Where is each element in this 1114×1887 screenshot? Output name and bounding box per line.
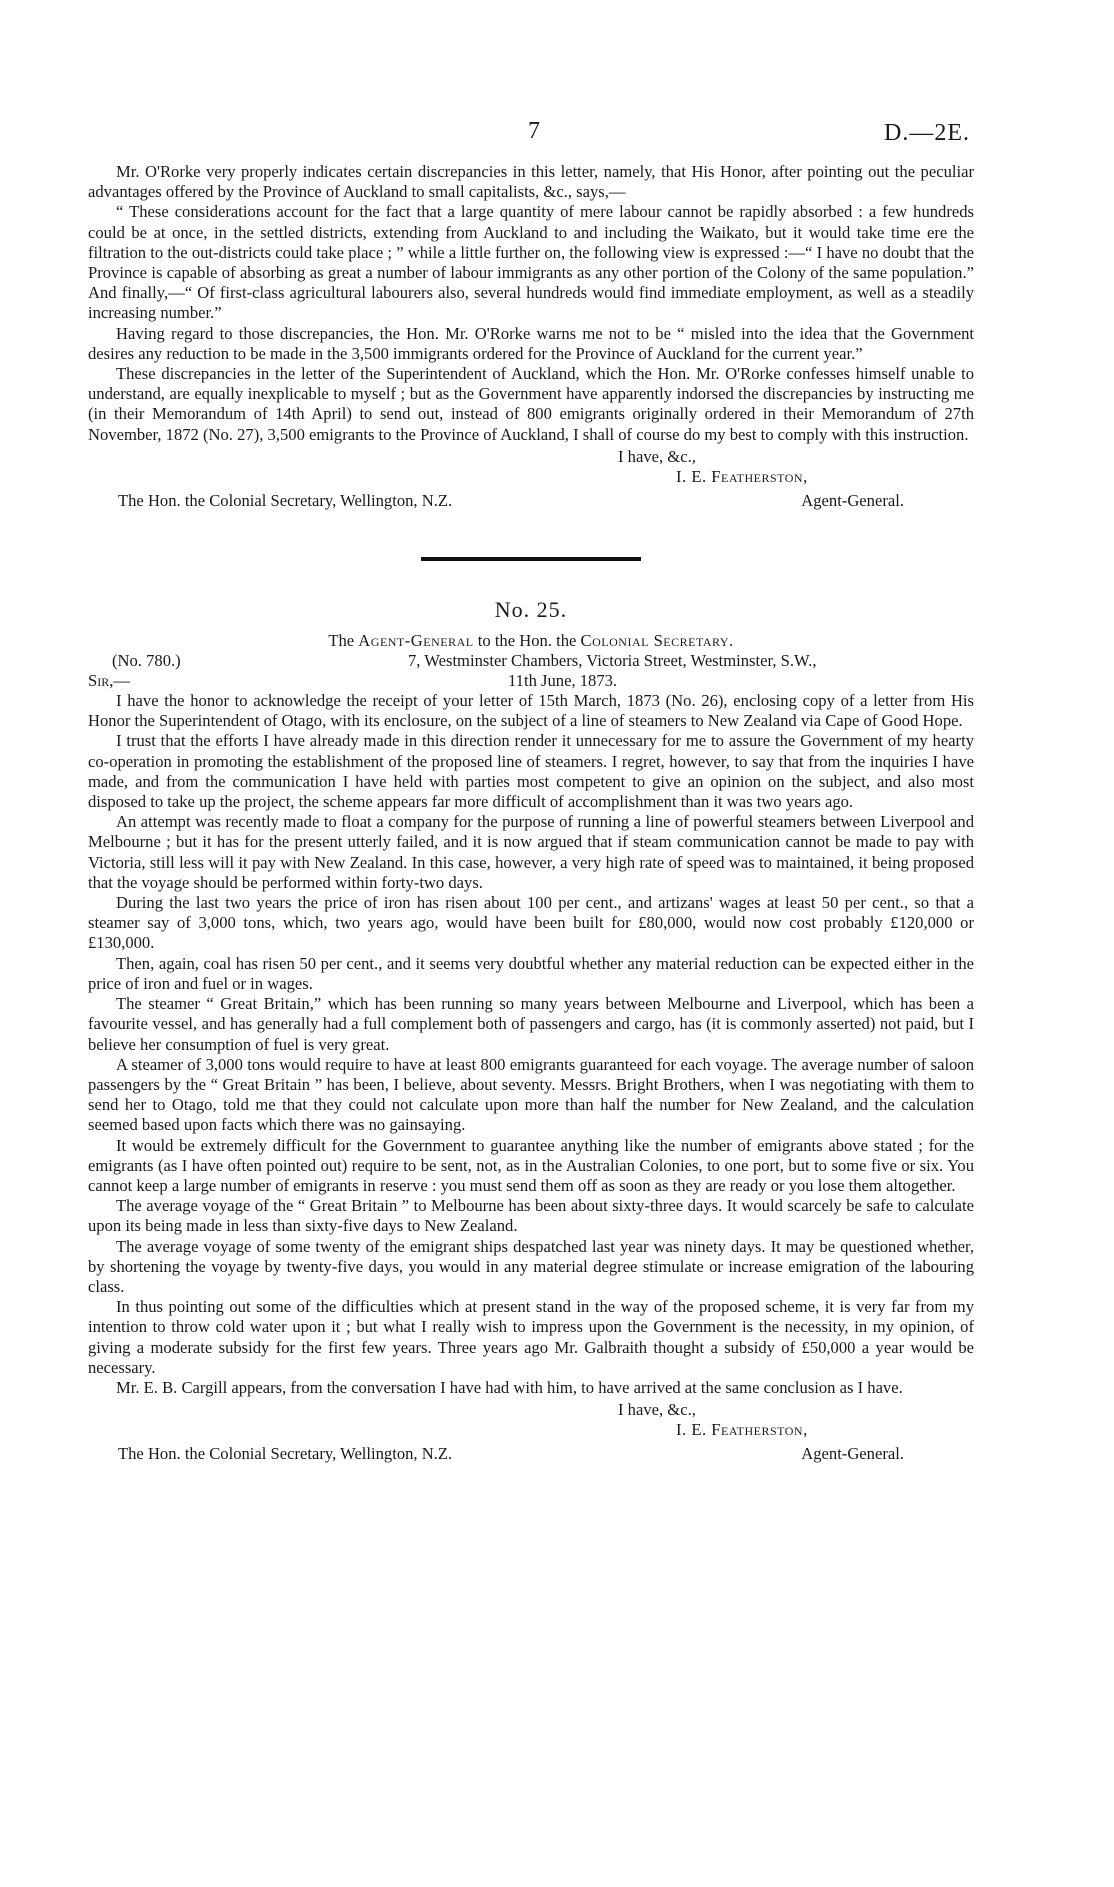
reference-row xyxy=(88,651,974,671)
salutation-row xyxy=(88,671,974,691)
letter-number-heading: No. 25. xyxy=(494,596,568,622)
page-header xyxy=(88,118,974,162)
letter-reference: (No. 780.) xyxy=(112,651,181,671)
section-divider xyxy=(421,557,641,561)
letter-date: 11th June, 1873. xyxy=(508,671,618,691)
signatory-title: Agent-General. xyxy=(801,1444,904,1464)
recipient: Colonial Secretary. xyxy=(580,630,734,650)
from-to-connector: to the Hon. the xyxy=(477,630,577,650)
paragraph: The average voyage of some twenty of the emigrant ships despatched last year was ninety days. It may be questioned whether, by shortening the voyage by twenty-five days, you would in any material degree stimulate or increase emigration of the labouring class. xyxy=(88,1236,974,1296)
paragraph: Mr. E. B. Cargill appears, from the conversation I have had with him, to have arrived at the same conclusion as I have. xyxy=(116,1377,903,1397)
signatory-title: Agent-General. xyxy=(801,490,904,510)
paragraph: During the last two years the price of iron has risen about 100 per cent., and artizans' wages at least 50 per cent., so that a steamer say of 3,000 tons, which, two years ago, would have been built for £80,000, would now cost probably £120,000 or £130,000. xyxy=(88,893,974,953)
paragraph: The average voyage of the “ Great Britain ” to Melbourne has been about sixty-three days. It would scarcely be safe to calculate upon its being made in less than sixty-five days to New Zealand. xyxy=(88,1196,974,1236)
document-page xyxy=(88,118,974,1468)
paragraph: I have the honor to acknowledge the receipt of your letter of 15th March, 1873 (No. 26), enclosing copy of a letter from His Honor the Superintendent of Otago, with its enclosure, on the subject of a line of steamers to New Zealand via Cape of Good Hope. xyxy=(88,691,974,731)
paragraph: “ These considerations account for the fact that a large quantity of mere labour cannot be rapidly absorbed : a few hundreds could be at once, in the settled districts, extending from Auckland to and including the Waikato, but it would take time ere the filtration to the out-districts could take place ; ” while a little further on, the following view is expressed :—“ I have no doubt that the Province is capable of absorbing as great a number of labour immigrants as any other portion of the Colony of the same population.” And finally,—“ Of first-class agricultural labourers also, several hundreds would find immediate employment, as well as a steadily increasing number.” xyxy=(88,202,974,323)
paragraph: It would be extremely difficult for the Government to guarantee anything like the number of emigrants above stated ; for the emigrants (as I have often pointed out) require to be sent, not, as in the Australian Colonies, to one port, but to some five or six. You cannot keep a large number of emigrants in reserve : you must send them off as soon as they are ready or you lose them altogether. xyxy=(88,1135,974,1195)
letter-25-body xyxy=(88,691,974,1398)
paragraph: Having regard to those discrepancies, the Hon. Mr. O'Rorke warns me not to be “ misled into the idea that the Government desires any reduction to be made in the 3,500 immigrants ordered for the Province of Auckland for the current year.” xyxy=(88,323,974,363)
paragraph: A steamer of 3,000 tons would require to have at least 800 emigrants guaranteed for each voyage. The average number of saloon passengers by the “ Great Britain ” has been, I believe, about seventy. Messrs. Bright Brothers, when I was negotiating with them to send her to Otago, told me that they could not calculate upon more than half the number for New Zealand, and the calculation seemed based upon facts which there was no gainsaying. xyxy=(88,1054,974,1135)
document-reference: D.—2E. xyxy=(884,120,970,146)
signature-block xyxy=(88,1400,974,1444)
signature-block xyxy=(88,447,974,491)
addressee-line xyxy=(88,1444,974,1468)
letter-24-body xyxy=(88,162,974,445)
closing-line: I have, &c., xyxy=(618,1400,696,1420)
sender-address: 7, Westminster Chambers, Victoria Street, Westminster, S.W., xyxy=(408,651,817,671)
page-number: 7 xyxy=(528,118,540,144)
paragraph: Mr. O'Rorke very properly indicates certain discrepancies in this letter, namely, that His Honor, after pointing out the peculiar advantages offered by the Province of Auckland to small capitalists, &c., says,— xyxy=(88,162,974,202)
paragraph: Then, again, coal has risen 50 per cent., and it seems very doubtful whether any material reduction can be expected either in the price of iron and fuel or in wages. xyxy=(88,953,974,993)
paragraph: An attempt was recently made to float a company for the purpose of running a line of powerful steamers between Liverpool and Melbourne ; but it has for the present utterly failed, and it is now argued that if steam communication cannot be made to pay with Victoria, still less will it pay with New Zealand. In this case, however, a very high rate of speed was to maintained, it being proposed that the voyage should be performed within forty-two days. xyxy=(88,812,974,892)
paragraph: The steamer “ Great Britain,” which has been running so many years between Melbourne and Liverpool, which has been a favourite vessel, and has generally had a full complement both of passengers and cargo, has (it is commonly asserted) not paid, but I believe her consumption of fuel is very great. xyxy=(88,994,974,1054)
from-to-line xyxy=(88,631,974,651)
salutation: Sir,— xyxy=(88,671,130,691)
signatory-name: I. E. Featherston, xyxy=(676,466,808,486)
addressee: The Hon. the Colonial Secretary, Wellington, N.Z. xyxy=(118,490,453,510)
paragraph: I trust that the efforts I have already made in this direction render it unnecessary for me to assure the Government of my hearty co-operation in promoting the establishment of the proposed line of steamers. I regret, however, to say that from the inquiries I have made, and from the communication I have held with parties most competent to give an opinion on the subject, and also most disposed to take up the project, the scheme appears far more difficult of accomplishment than it was two years ago. xyxy=(88,731,974,812)
closing-line: I have, &c., xyxy=(618,446,696,466)
signatory-name: I. E. Featherston, xyxy=(676,1420,808,1440)
sender: Agent-General xyxy=(358,630,474,650)
from-to-prefix: The xyxy=(328,630,355,650)
addressee: The Hon. the Colonial Secretary, Wellington, N.Z. xyxy=(118,1444,453,1464)
paragraph: In thus pointing out some of the difficulties which at present stand in the way of the proposed scheme, it is very far from my intention to throw cold water upon it ; but what I really wish to impress upon the Government is the necessity, in my opinion, of giving a moderate subsidy for the first few years. Three years ago Mr. Galbraith thought a subsidy of £50,000 a year would be necessary. xyxy=(88,1297,974,1377)
addressee-line xyxy=(88,491,974,515)
paragraph: These discrepancies in the letter of the Superintendent of Auckland, which the Hon. Mr. O'Rorke confesses himself unable to understand, are equally inexplicable to myself ; but as the Government have apparently indorsed the discrepancies by instructing me (in their Memorandum of 14th April) to send out, instead of 800 emigrants originally ordered in their Memorandum of 27th November, 1872 (No. 27), 3,500 emigrants to the Province of Auckland, I shall of course do my best to comply with this instruction. xyxy=(88,364,974,444)
